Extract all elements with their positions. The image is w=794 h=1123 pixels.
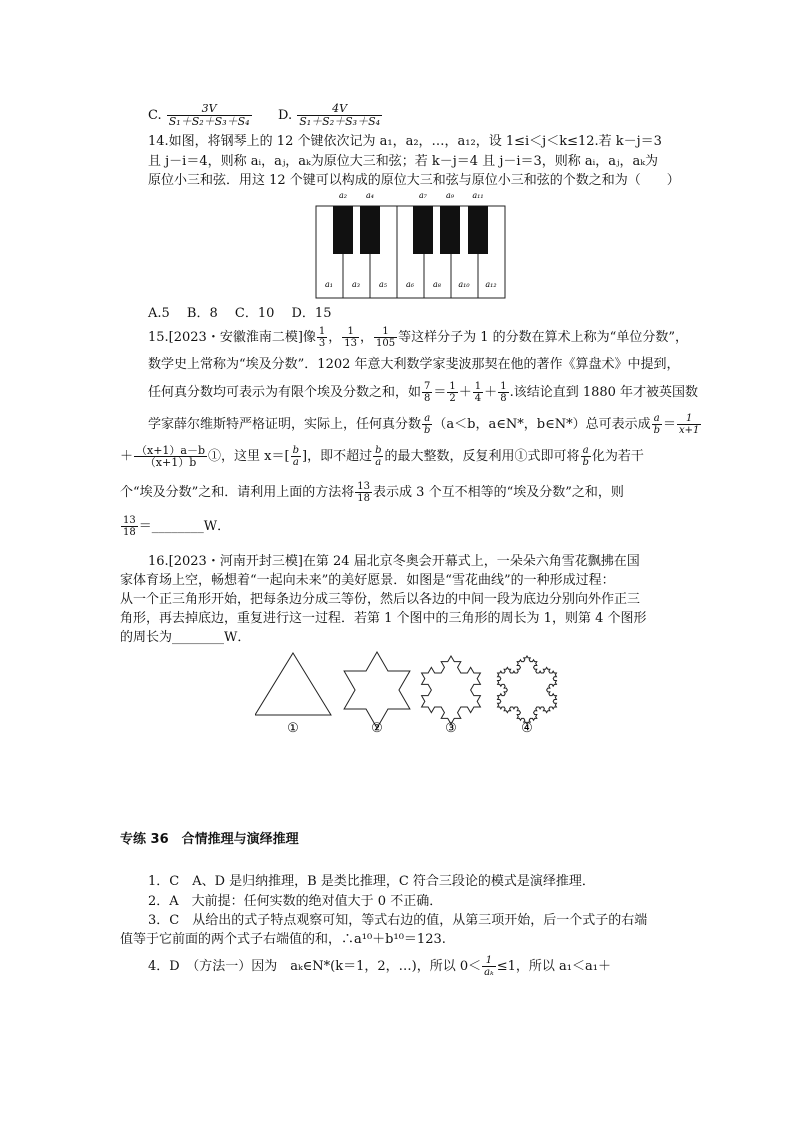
q15-frac-1-3 — [317, 326, 327, 349]
answer-4-frac — [482, 955, 496, 978]
num: 1 — [482, 955, 496, 967]
q15-remainder-frac — [134, 445, 207, 468]
q15-l1-a: 15.[2023・安徽淮南二模]像 — [148, 330, 316, 345]
q15-frac-1-2 — [447, 381, 457, 404]
snowflake-stage-1 — [255, 653, 331, 715]
q13-d-fraction — [297, 103, 382, 128]
answer-3-line-2: 值等于它前面的两个式子右端值的和，∴a¹⁰＋b¹⁰＝123. — [120, 932, 446, 947]
q13-c-denominator: S₁＋S₂＋S₃＋S₄ — [168, 115, 250, 128]
q15-line-3: 任何真分数均可表示为有限个埃及分数之和，如 $\frac{7}{8}$ ＝ $\frac{1}{2}$ ＋ $\frac{1}{4}$ ＋ $\frac{1}{8}$ .该结论直到 1880 年才被英国数 — [148, 381, 699, 404]
num: 1 — [677, 413, 701, 425]
den: 105 — [376, 338, 396, 349]
label-a11: a₁₁ — [472, 191, 484, 200]
q13-option-d — [278, 103, 383, 128]
black-key-4 — [360, 206, 380, 254]
snowflake-stage-3 — [422, 656, 481, 724]
den: b — [582, 457, 589, 468]
num: （x+1）a－b — [136, 444, 206, 457]
q16-line-4: 角形，再去掉底边，重复进行这一过程．若第 1 个图中的三角形的周长为 1，则第 4 个图形 — [120, 611, 647, 626]
figure-label-3: ③ — [445, 721, 457, 736]
num: b — [292, 445, 299, 456]
num: 1 — [449, 381, 456, 392]
num: b — [375, 445, 382, 456]
q15-l6-b: 表示成 3 个互不相等的“埃及分数”之和，则 — [373, 485, 624, 500]
q14-line-1: 14.如图，将钢琴上的 12 个键依次记为 a₁，a₂，…，a₁₂，设 1≤i＜j＜k≤12.若 k－j＝3 — [148, 134, 662, 149]
q15-frac-b-a-2 — [373, 445, 383, 468]
black-key-9 — [440, 206, 460, 254]
label-a7: a₇ — [419, 191, 427, 200]
q15-line-6 — [120, 481, 624, 504]
q15-l6-a: 个“埃及分数”之和．请利用上面的方法将 — [120, 485, 355, 500]
num: 1 — [474, 381, 482, 392]
q15-answer-blank[interactable]: ＝________W． — [138, 519, 231, 534]
label-a4: a₄ — [366, 191, 374, 200]
piano-figure — [314, 188, 514, 300]
q15-l4-a: 学家薛尔维斯特严格证明，实际上，任何真分数 — [148, 417, 422, 432]
answer-3-line-1: 3．C 从给出的式子特点观察可知，等式右边的值，从第三项开始，后一个式子的右端 — [148, 913, 648, 928]
answer-2: 2．A 大前提：任何实数的绝对值大于 0 不正确． — [148, 894, 443, 909]
den: b — [653, 425, 660, 436]
q13-c-fraction — [167, 103, 252, 128]
label-a3: a₃ — [352, 280, 360, 289]
den: （x+1）b — [144, 456, 197, 469]
q15-frac-13-18 — [355, 481, 372, 504]
label-a5: a₅ — [379, 280, 387, 289]
den: 18 — [123, 527, 136, 538]
q15-frac-1-x1 — [677, 413, 701, 436]
q15-line-1: 15.[2023・安徽淮南二模]像 $\frac{1}{3}$ ， $\frac{1}{13}$ ， $\frac{1}{105}$ 等这样分子为 1 的分数在算术上称为“单位分数”， — [148, 326, 688, 349]
q15-frac-13-18-answer — [121, 515, 138, 538]
den: 13 — [344, 338, 358, 349]
den: 3 — [318, 338, 326, 349]
black-key-7 — [413, 206, 433, 254]
q15-l3-a: 任何真分数均可表示为有限个埃及分数之和，如 — [148, 385, 422, 400]
label-a6: a₆ — [406, 280, 414, 289]
q15-line-7 — [120, 515, 230, 538]
num: a — [581, 445, 591, 457]
num: a — [422, 413, 432, 425]
den: a — [375, 457, 382, 468]
q13-d-denominator: S₁＋S₂＋S₃＋S₄ — [299, 115, 381, 128]
q13-option-c — [148, 103, 253, 128]
label-a8: a₈ — [433, 280, 441, 289]
answer-4-b: ≤1，所以 a₁＜a₁＋ — [496, 959, 611, 974]
label-a9: a₉ — [446, 191, 454, 200]
label-a1: a₁ — [325, 280, 333, 289]
num: 7 — [424, 381, 431, 392]
num: 13 — [123, 515, 136, 526]
num: 13 — [357, 481, 371, 492]
den: 18 — [357, 493, 371, 504]
q15-l5-d: 化为若干 — [591, 449, 644, 464]
black-key-2 — [333, 206, 353, 254]
q13-d-label: D. — [278, 108, 293, 123]
q13-d-numerator: 4V — [297, 103, 382, 116]
q15-l1-b: 等这样分子为 1 的分数在算术上称为“单位分数”， — [398, 330, 688, 345]
q14-line-3: 原位小三和弦．用这 12 个键可以构成的原位大三和弦与原位小三和弦的个数之和为（ ） — [148, 173, 680, 188]
den: 2 — [449, 393, 456, 404]
figure-label-4: ④ — [521, 721, 533, 736]
q13-c-label: C. — [148, 108, 162, 123]
figure-label-1: ① — [287, 721, 299, 736]
black-key-labels — [339, 191, 484, 200]
q15-l5-a: ①，这里 x＝[ — [208, 449, 290, 464]
q15-frac-a-b — [422, 413, 432, 436]
q14-line-2: 且 j－i＝4，则称 aᵢ，aⱼ，aₖ为原位大三和弦；若 k－j＝4 且 j－i＝3，则称 aᵢ，aⱼ，aₖ为 — [148, 154, 658, 169]
q16-line-5: 的周长为________W． — [120, 630, 251, 645]
snowflake-stage-4 — [498, 656, 557, 724]
den: x+1 — [679, 425, 700, 436]
q14-options: A.5 B．8 C．10 D．15 — [148, 306, 332, 321]
q15-frac-1-4 — [473, 381, 483, 404]
den: aₖ — [484, 967, 494, 978]
q15-l5-b: ]，即不超过 — [302, 449, 373, 464]
num: 1 — [318, 326, 326, 337]
num: 1 — [500, 381, 507, 392]
q15-frac-1-13 — [342, 326, 359, 349]
section-title: 专练 36 合情推理与演绎推理 — [120, 832, 299, 847]
q15-l5-c: 的最大整数，反复利用①式即可将 — [384, 449, 580, 464]
q15-frac-7-8 — [422, 381, 432, 404]
q15-frac-1-8 — [498, 381, 508, 404]
answer-4-a: 4．D （方法一）因为 aₖ∈N*(k＝1，2，…)，所以 0＜ — [148, 959, 482, 974]
q15-frac-b-a — [291, 445, 301, 468]
q16-line-2: 家体育场上空，畅想着“一起向未来”的美好愿景．如图是“雪花曲线”的一种形成过程： — [120, 573, 615, 588]
label-a10: a₁₀ — [458, 280, 470, 289]
q15-l3-b: .该结论直到 1880 年才被英国数 — [509, 385, 699, 400]
q15-frac-1-105 — [374, 326, 397, 349]
answer-4 — [148, 955, 611, 978]
q15-frac-a-b-2 — [652, 413, 662, 436]
den: 4 — [474, 393, 482, 404]
num: a — [652, 413, 662, 425]
figure-label-2: ② — [371, 721, 383, 736]
num: 1 — [374, 326, 397, 338]
den: 8 — [500, 393, 507, 404]
q13-c-numerator: 3V — [167, 103, 252, 116]
q15-line-5: ＋ $\frac{(x+1)a-b}{(x+1)b}$ ①，这里 x＝[ $\frac{b}{a}$ ]，即不超过 $\frac{b}{a}$ 的最大整数，反复利用①式即可将 $\frac{a}{b}$ 化为若干 — [120, 444, 644, 469]
num: 1 — [342, 326, 359, 338]
den: b — [424, 425, 431, 436]
q15-line-4: 学家薛尔维斯特严格证明，实际上，任何真分数 $\frac{a}{b}$ （a＜b，a∈N*，b∈N*）总可表示成 $\frac{a}{b}$ ＝ $\frac{1}{x+1}$ — [148, 413, 700, 436]
q15-l4-b: （a＜b，a∈N*，b∈N*）总可表示成 — [433, 417, 651, 432]
q15-line-2: 数学史上常称为“埃及分数”．1202 年意大利数学家斐波那契在他的著作《算盘术》中提到， — [148, 357, 680, 372]
den: 8 — [424, 393, 431, 404]
label-a2: a₂ — [339, 191, 347, 200]
snowflake-stage-2 — [344, 652, 410, 728]
den: a — [292, 457, 299, 468]
snowflake-figures — [255, 645, 575, 740]
label-a12: a₁₂ — [485, 280, 497, 289]
q16-line-3: 从一个正三角形开始，把每条边分成三等份，然后以各边的中间一段为底边分别向外作正三 — [120, 592, 641, 607]
black-key-11 — [468, 206, 488, 254]
answer-1: 1．C A、D 是归纳推理，B 是类比推理，C 符合三段论的模式是演绎推理． — [148, 874, 595, 889]
q15-frac-a-b-3 — [581, 445, 591, 468]
q16-line-1: 16.[2023・河南开封三模]在第 24 届北京冬奥会开幕式上，一朵朵六角雪花飘拂在国 — [148, 554, 640, 569]
